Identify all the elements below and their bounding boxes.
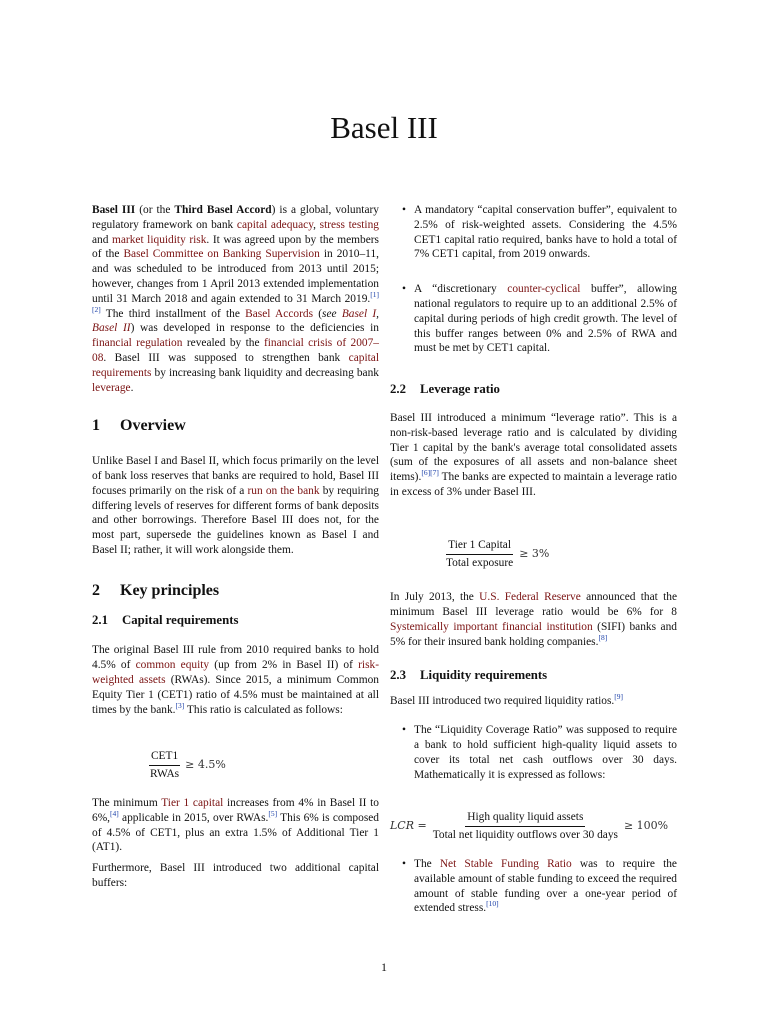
left-column [92, 203, 379, 897]
cet1-fraction: $\frac{\text{CET1}}{\text{RWAs}}$ [150, 750, 180, 781]
citation-link[interactable]: [8] [598, 632, 608, 642]
buffer-list [390, 203, 677, 356]
leverage-formula: $\frac{\text{Tier 1 Capital}}{\text{Total exposure}}$ ≥ 3% [446, 538, 550, 569]
liquidity-paragraph: Basel III introduced two required liquidity ratios.[9] [390, 692, 624, 708]
bullet-icon: • [402, 283, 406, 296]
link-stress-testing[interactable]: stress testing [319, 218, 379, 231]
citation-link[interactable]: [10] [486, 899, 499, 909]
link-market-liquidity-risk[interactable]: market liquidity risk [112, 233, 207, 246]
link-capital-adequacy[interactable]: capital adequacy [236, 218, 314, 231]
overview-paragraph: Unlike Basel I and Basel II, which focus primarily on the level of bank loss reserves that banks are required to hold, Basel III focuses primarily on the risk of a run on the bank by requiring differing levels of reserves for different forms of bank deposits and other borrowings. Therefore Basel III does not, for the most part, supersede the guidelines known as Basel I and Basel II; rather, it will work alongside them. [92, 455, 379, 556]
link-financial-crisis[interactable]: financial crisis of 2007–08 [92, 337, 379, 364]
section-heading-overview: 1 Overview [92, 417, 186, 435]
tier1-paragraph: The minimum Tier 1 capital increases from 4% in Basel II to 6%,[4] applicable in 2015, over RWAs.[5] This 6% is composed of 4.5% of CET1, plus an extra 1.5% of Additional Tier 1 (AT1). [92, 796, 379, 854]
federal-reserve-paragraph: In July 2013, the U.S. Federal Reserve announced that the minimum Basel III leverage ratio would be 6% for 8 Systemically important financial institution (SIFI) banks and 5% for their insured bank holding companies.[8] [390, 591, 678, 648]
link-leverage[interactable]: leverage [92, 381, 131, 394]
cet1-formula: $\frac{\text{CET1}}{\text{RWAs}}$ ≥ 4.5% [150, 750, 226, 781]
link-us-federal-reserve[interactable]: U.S. Federal Reserve [479, 591, 581, 604]
subsection-heading-capital-requirements: 2.1 Capital requirements [92, 612, 239, 627]
page-number: 1 [381, 960, 387, 974]
bold-term: Third Basel Accord [174, 204, 272, 216]
section-heading-key-principles: 2 Key principles [92, 581, 220, 599]
lcr-formula: LCR = $\frac{\text{High quality liquid assets}}{\text{Total net liquidity outflows over 30 days}}$ ≥ 100% [390, 811, 669, 842]
intro-paragraph: Basel III (or the Third Basel Accord) is a global, voluntary regulatory framework on bank capital adequacy, stress testing and market liquidity risk. It was agreed upon by the members of the Basel Committee on Banking Supervision in 2010–11, and was scheduled to be introduced from 2013 until 2015; however, changes from 1 April 2013 extended implementation until 31 March 2018 and again extended to 31 March 2019.[1][2] The third installment of the Basel Accords (see Basel I, Basel II) was developed in response to the deficiencies in financial regulation revealed by the financial crisis of 2007–08. Basel III was supposed to strengthen bank capital requirements by increasing bank liquidity and decreasing bank leverage. [92, 204, 379, 394]
funding-list [390, 857, 677, 916]
list-item: • A “discretionary counter-cyclical buffer”, allowing national regulators to require up to an additional 2.5% of capital during periods of high credit growth. The level of this buffer ranges between 0% and 2.5% of RWA and must be met by CET1 capital. [402, 283, 677, 355]
citation-link[interactable]: [9] [614, 692, 624, 702]
citation-link[interactable]: [6][7] [421, 468, 439, 478]
bullet-icon: • [402, 857, 406, 870]
link-tier-1-capital[interactable]: Tier 1 capital [161, 796, 224, 809]
lcr-fraction: $\frac{\text{High quality liquid assets}}{\text{Total net liquidity outflows over 30 days}}$ [432, 811, 618, 842]
link-basel-ii[interactable]: Basel II [92, 322, 131, 335]
link-basel-committee[interactable]: Basel Committee on Banking Supervision [123, 248, 320, 261]
link-run-on-the-bank[interactable]: run on the bank [247, 484, 320, 497]
citation-link[interactable]: [4] [110, 808, 119, 818]
link-capital-requirements[interactable]: capital requirements [92, 351, 379, 379]
page-title: Basel III [330, 110, 438, 145]
link-sifi[interactable]: Systemically important financial institution [390, 620, 593, 633]
bullet-icon: • [402, 204, 406, 216]
right-column [390, 203, 677, 916]
bullet-icon: • [402, 724, 406, 737]
list-item: • A mandatory “capital conservation buffer”, equivalent to 2.5% of risk-weighted assets. Considering the 4.5% CET1 capital ratio required, banks have to hold a total of 7% CET1 capital, from 2019 onwards. [402, 204, 677, 261]
link-basel-accords[interactable]: Basel Accords [245, 307, 313, 320]
bold-term: Basel III [92, 204, 136, 216]
list-item: • The “Liquidity Coverage Ratio” was supposed to require a bank to hold sufficient high-quality liquid assets to cover its total net cash outflows over 30 days. Mathematically it is expressed as follows: [402, 724, 677, 781]
citation-link[interactable]: [3] [175, 700, 185, 710]
citation-link[interactable]: [5] [268, 808, 278, 818]
link-risk-weighted-assets[interactable]: risk-weighted assets [92, 659, 379, 686]
buffers-paragraph: Furthermore, Basel III introduced two additional capital buffers: [92, 862, 379, 889]
leverage-fraction: $\frac{\text{Tier 1 Capital}}{\text{Total exposure}}$ [446, 538, 514, 569]
leverage-paragraph: Basel III introduced a minimum “leverage ratio”. This is a non-risk-based leverage ratio and is calculated by dividing Tier 1 capital by the bank's average total consolidated assets (sum of the exposures of all assets and non-balance sheet items).[6][7] The banks are expected to maintain a leverage ratio in excess of 3% under Basel III. [390, 411, 677, 498]
link-common-equity[interactable]: common equity [135, 659, 210, 672]
subsection-heading-liquidity: 2.3 Liquidity requirements [390, 667, 548, 682]
list-item: • The Net Stable Funding Ratio was to require the available amount of stable funding to exceed the required amount of stable funding over a one-year period of extended stress.[10] [402, 857, 677, 915]
liquidity-list [390, 723, 677, 782]
citation-link[interactable]: [1][2] [92, 289, 379, 314]
subsection-heading-leverage-ratio: 2.2 Leverage ratio [390, 382, 500, 397]
link-basel-i[interactable]: Basel I [341, 307, 377, 320]
link-financial-regulation[interactable]: financial regulation [92, 337, 183, 350]
link-counter-cyclical[interactable]: counter-cyclical [507, 283, 581, 296]
link-net-stable-funding-ratio[interactable]: Net Stable Funding Ratio [439, 857, 572, 870]
capital-paragraph: The original Basel III rule from 2010 required banks to hold 4.5% of common equity (up from 2% in Basel II) of risk-weighted assets (RWAs). Since 2015, a minimum Common Equity Tier 1 (CET1) ratio of 4.5% must be maintained at all times by the bank.[3] This ratio is calculated as follows: [92, 644, 379, 716]
